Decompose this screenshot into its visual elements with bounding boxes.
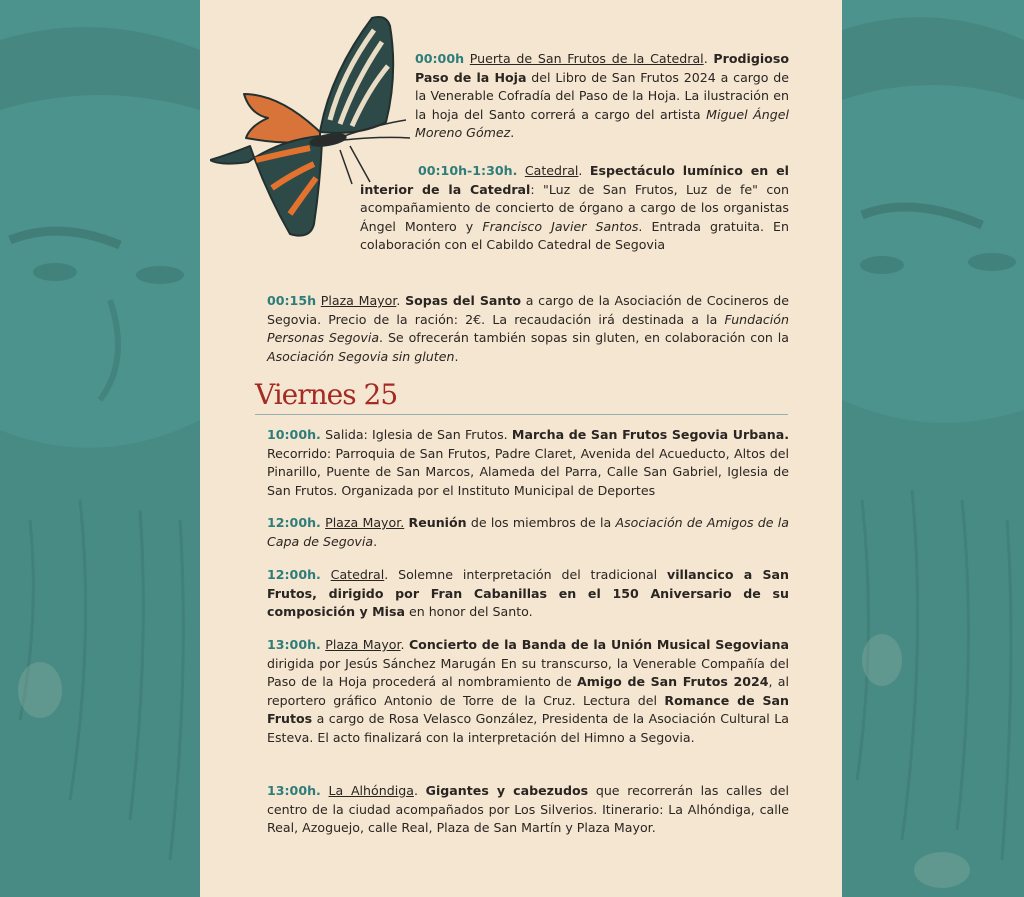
punctuation: . [578,163,583,178]
event-entry [267,292,789,366]
event-description: del Libro de San Frutos 2024 a cargo de la Venerable Cofradía del Paso de la Hoja. La ilustración en la hoja del Santo correrá a cargo del artista [415,69,789,122]
event-place-link[interactable]: Catedral [524,163,579,178]
event-title: villancico a San Frutos, dirigido por Fran Cabanillas en el 150 Aniversario de su composición y Misa [267,567,789,620]
event-start: Salida: Iglesia de San Frutos. [325,427,508,442]
organist-name: Francisco Javier Santos [482,218,639,234]
romance-title: Romance de San Frutos [267,692,789,727]
event-time: 00:00h [415,51,465,66]
event-time: 12:00h. [267,567,321,582]
punctuation: . [703,51,708,66]
event-description: a cargo de la Asociación de Cocineros de Segovia. Precio de la ración: 2€. La recaudación irá destinada a la [267,293,789,327]
event-entry [267,426,789,500]
event-entry [267,782,789,838]
punctuation: . [396,293,401,308]
event-time: 00:10h-1:30h. [418,163,518,178]
event-description: : "Luz de San Frutos, Luz de fe" con acompañamiento de concierto de órgano a cargo de los organistas Ángel Montero y [360,181,789,234]
punctuation: . [510,125,515,141]
background-face-left [0,0,200,897]
event-time: 13:00h. [267,637,321,652]
day-heading: Viernes 25 [255,378,398,411]
event-title: Espectáculo lumínico en el interior de la Catedral [360,163,789,197]
event-description-cont: . Se ofrecerán también sopas sin gluten, en colaboración con la [379,330,789,346]
event-time: 00:15h [267,293,317,308]
event-title: Reunión [408,515,467,530]
award-title: Amigo de San Frutos 2024 [576,674,769,690]
association-name: Asociación Segovia sin gluten [267,348,455,364]
event-place-link[interactable]: Plaza Mayor [320,293,397,308]
event-title: Prodigioso Paso de la Hoja [415,51,789,85]
bearded-face-illustration-left [0,0,200,897]
event-time: 13:00h. [267,783,321,798]
event-title: Marcha de San Frutos Segovia Urbana. [511,427,789,442]
event-time: 10:00h. [267,427,321,442]
punctuation: . [400,637,405,652]
foundation-name: Fundación Personas Segovia [267,311,789,346]
event-description: que recorrerán las calles del centro de la ciudad acompañados por Los Silverios. Itinerario: La Alhóndiga, calle Real, Azoguejo, calle Real, Plaza de San Martín y Plaza Mayor. [267,783,789,836]
event-description-end: . Entrada gratuita. En colaboración con el Cabildo Catedral de Segovia [360,218,789,253]
event-place-link[interactable]: La Alhóndiga [328,783,414,798]
event-title: Gigantes y cabezudos [425,783,589,798]
event-time: 12:00h. [267,515,321,530]
event-place-link[interactable]: Plaza Mayor [325,637,401,652]
association-name: Asociación de Amigos de la Capa de Segovia [267,515,789,549]
event-entry [360,162,789,255]
event-place-link[interactable]: Catedral [330,567,385,582]
event-description-end: a cargo de Rosa Velasco González, Presidenta de la Asociación Cultural La Esteva. El acto finalizará con la interpretación del Himno a Segovia. [267,711,789,745]
event-description-end: en honor del Santo. [408,604,533,620]
event-title: Sopas del Santo [405,293,522,308]
event-description-cont: , al reportero gráfico Antonio de Torre de la Cruz. Lectura del [267,674,789,708]
background-face-right [842,0,1024,897]
bearded-face-illustration-right [842,0,1024,897]
punctuation: . [413,783,418,798]
event-description: . Solemne interpretación del tradicional [384,567,658,582]
event-description: dirigida por Jesús Sánchez Marugán En su transcurso, la Venerable Compañía del Paso de la Hoja procederá al nombramiento de [267,655,789,690]
program-page [200,0,842,897]
event-title: Concierto de la Banda de la Unión Musical Segoviana [408,637,789,652]
heading-divider [255,414,788,415]
event-place-link[interactable]: Puerta de San Frutos de la Catedral [469,51,704,66]
event-entry [267,566,789,622]
event-entry [267,636,789,748]
punctuation: . [373,533,378,549]
event-description: Recorrido: Parroquia de San Frutos, Padre Claret, Avenida del Acueducto, Altos del Pinarillo, Puente de San Marcos, Alameda del Parra, Calle San Gabriel, Iglesia de San Frutos. Organizada por el Instituto Municipal de Deportes [267,445,789,498]
event-description: de los miembros de la [470,515,612,530]
event-entry [267,514,789,551]
punctuation: . [454,348,459,364]
artist-name: Miguel Ángel Moreno Gómez [415,106,789,141]
event-entry [415,50,789,143]
event-place-link[interactable]: Plaza Mayor. [325,515,405,530]
